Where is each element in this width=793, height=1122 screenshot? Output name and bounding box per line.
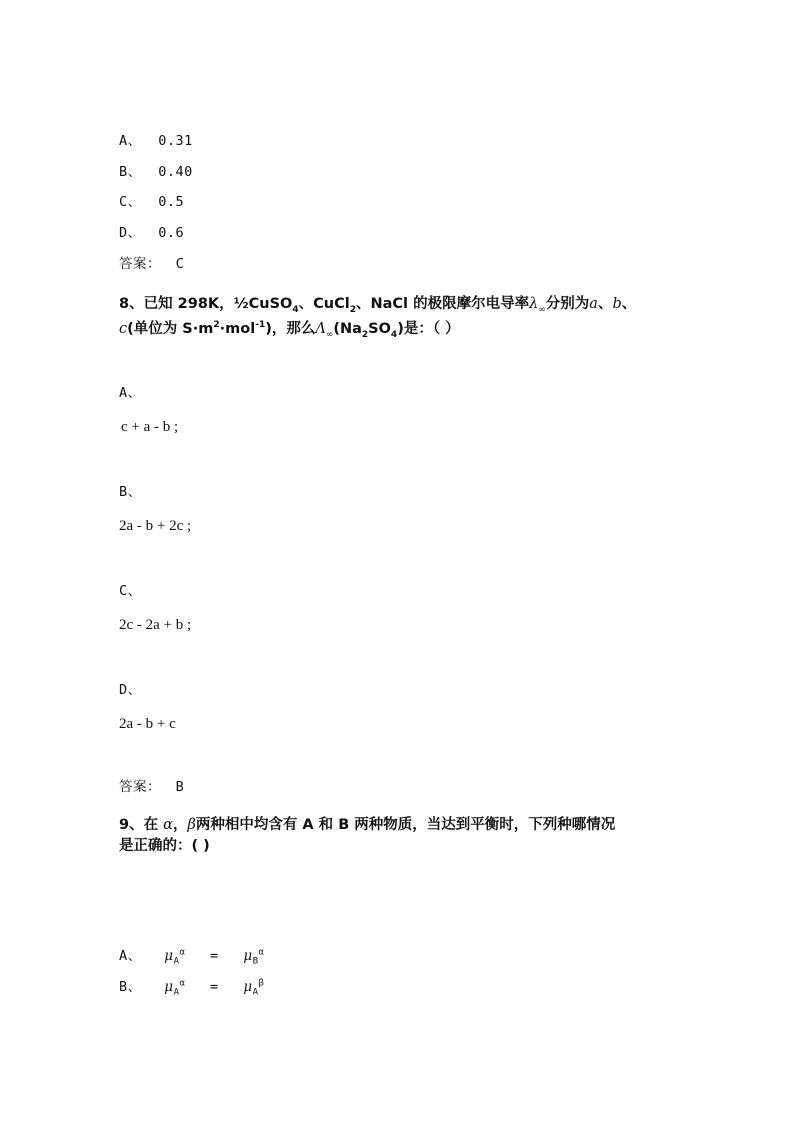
option-text: 0.31 xyxy=(158,133,193,149)
stem-text: (Na xyxy=(333,321,362,337)
stem-text: 、NaCl 的极限摩尔电导率 xyxy=(356,296,530,312)
q8-stem-line1 xyxy=(119,295,636,313)
answer-label: 答案： xyxy=(119,779,161,795)
q8-option-c-letter: C、 xyxy=(119,583,142,599)
stem-text: ， xyxy=(172,817,188,833)
alpha-symbol: α xyxy=(163,817,173,833)
superscript: α xyxy=(179,947,186,958)
mu-symbol: μ xyxy=(243,948,253,964)
q7-option-c xyxy=(119,193,184,211)
var-c: c xyxy=(119,321,128,337)
q8-option-d-letter: D、 xyxy=(119,682,142,698)
option-text: 0.6 xyxy=(158,225,185,241)
answer-value: C xyxy=(175,256,185,272)
answer-label: 答案： xyxy=(119,256,161,272)
subscript: 2 xyxy=(349,304,356,315)
equals-sign: = xyxy=(210,979,219,995)
stem-text: ·mol xyxy=(219,321,256,337)
option-letter: D、 xyxy=(119,225,142,241)
option-letter: A、 xyxy=(119,948,142,964)
subscript: A xyxy=(173,956,180,967)
mu-symbol: μ xyxy=(164,948,174,964)
subscript: A xyxy=(173,987,180,998)
q7-option-a xyxy=(119,132,193,150)
q8-option-b-expr: 2a - b + 2c ; xyxy=(119,518,192,534)
subscript: A xyxy=(252,987,259,998)
stem-text: 8、已知 298K，½CuSO xyxy=(119,296,293,312)
option-letter: A、 xyxy=(119,133,142,149)
q8-option-a-letter: A、 xyxy=(119,385,142,401)
stem-text: 、 xyxy=(597,296,613,312)
option-letter: B、 xyxy=(119,979,142,995)
subscript: 4 xyxy=(390,329,398,340)
q8-option-d-expr: 2a - b + c xyxy=(119,716,176,732)
option-text: 0.40 xyxy=(158,164,193,180)
answer-value: B xyxy=(175,779,185,795)
superscript: α xyxy=(179,978,186,989)
equals-sign: = xyxy=(210,948,219,964)
superscript: -1 xyxy=(255,320,266,331)
capital-lambda-symbol: Λ xyxy=(315,321,326,337)
var-b: b xyxy=(612,296,622,312)
q7-option-b xyxy=(119,163,193,181)
q8-stem-line2 xyxy=(119,320,460,338)
mu-symbol: μ xyxy=(164,979,174,995)
q8-option-a-expr: c + a - b ; xyxy=(121,419,179,435)
superscript: 2 xyxy=(213,320,220,331)
mu-symbol: μ xyxy=(243,979,253,995)
superscript: α xyxy=(258,947,265,958)
stem-text: )是：（ ） xyxy=(397,321,460,337)
stem-text: (单位为 S·m xyxy=(127,321,214,337)
stem-text: 9、在 xyxy=(119,817,159,833)
infinity-subscript: ∞ xyxy=(538,304,546,315)
subscript: 4 xyxy=(292,304,299,315)
infinity-subscript: ∞ xyxy=(325,329,334,340)
q8-option-c-expr: 2c - 2a + b ; xyxy=(119,617,192,633)
q7-option-d xyxy=(119,224,184,242)
option-letter: B、 xyxy=(119,164,142,180)
stem-text: 、CuCl xyxy=(298,296,350,312)
stem-text: )，那么 xyxy=(265,321,316,337)
beta-symbol: β xyxy=(187,817,196,833)
q9-option-b xyxy=(119,978,264,996)
subscript: B xyxy=(252,956,259,967)
q8-option-b-letter: B、 xyxy=(119,484,142,500)
q7-answer xyxy=(119,255,184,273)
q9-option-a xyxy=(119,947,264,965)
stem-text: 、 xyxy=(621,296,637,312)
stem-text: 两种相中均含有 A 和 B 两种物质，当达到平衡时，下列种哪情况 xyxy=(195,817,616,833)
stem-text: SO xyxy=(368,321,391,337)
q8-answer xyxy=(119,778,184,796)
subscript: 2 xyxy=(361,329,369,340)
q9-stem-line1 xyxy=(119,816,615,834)
option-letter: C、 xyxy=(119,194,142,210)
superscript: β xyxy=(258,978,265,989)
stem-text: 分别为 xyxy=(545,296,590,312)
var-a: a xyxy=(589,296,598,312)
lambda-symbol: λ xyxy=(529,296,539,312)
q9-stem-line2: 是正确的：( ) xyxy=(119,838,210,854)
option-text: 0.5 xyxy=(158,194,185,210)
